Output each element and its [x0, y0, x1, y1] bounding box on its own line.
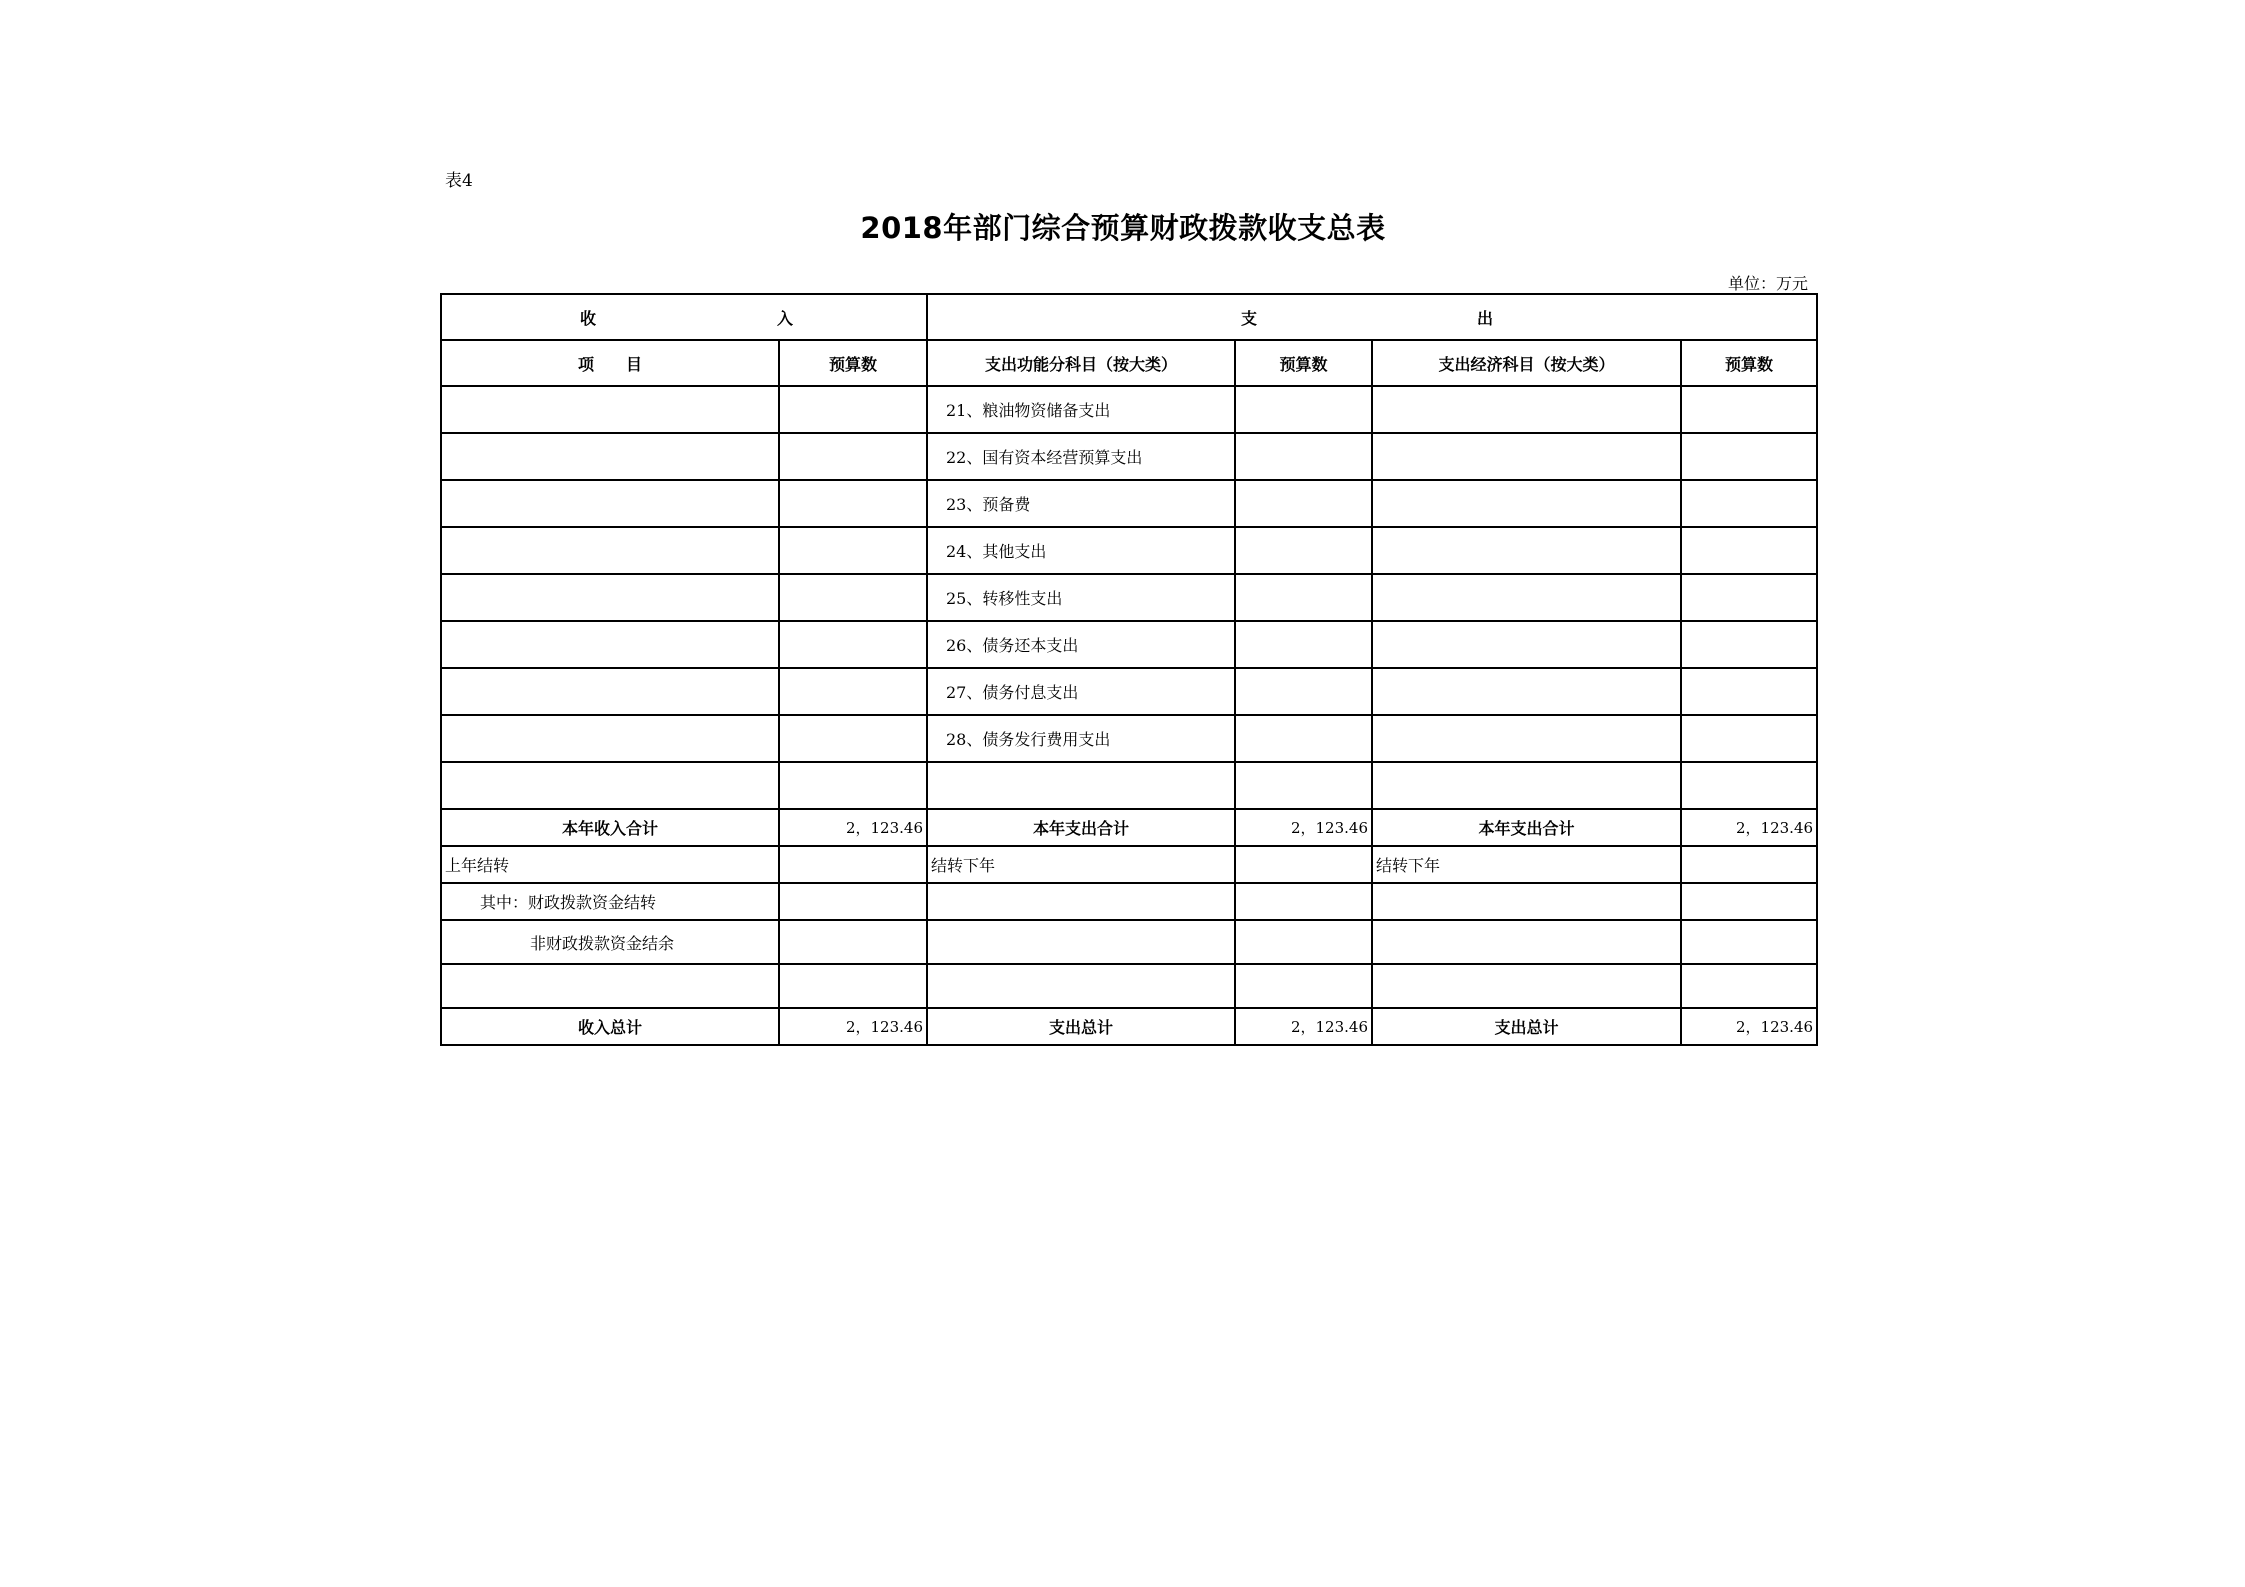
func-subtotal-label: 本年支出合计 — [927, 809, 1235, 846]
table-row — [441, 433, 1817, 480]
total-row — [441, 1008, 1817, 1045]
income-budget-cell — [779, 386, 927, 433]
func-budget-cell — [1235, 433, 1372, 480]
income-section-left: 收 — [580, 308, 597, 328]
empty-cell — [1372, 920, 1681, 964]
empty-cell — [1681, 883, 1817, 920]
income-budget-cell — [779, 433, 927, 480]
col-header-func-budget: 预算数 — [1235, 340, 1372, 386]
income-subtotal-value: 2，123.46 — [779, 809, 927, 846]
func-total-label: 支出总计 — [927, 1008, 1235, 1045]
econ-budget-cell — [1681, 574, 1817, 621]
empty-cell — [1235, 762, 1372, 809]
empty-cell — [1235, 920, 1372, 964]
empty-cell — [1372, 883, 1681, 920]
econ-subtotal-label: 本年支出合计 — [1372, 809, 1681, 846]
econ-item-cell — [1372, 621, 1681, 668]
carry-row — [441, 846, 1817, 883]
empty-cell — [1235, 883, 1372, 920]
item-cell — [441, 715, 779, 762]
budget-table — [440, 293, 1818, 1046]
econ-item-cell — [1372, 386, 1681, 433]
func-item-25: 25、转移性支出 — [927, 574, 1235, 621]
income-total-value: 2，123.46 — [779, 1008, 927, 1045]
income-budget-cell — [779, 527, 927, 574]
income-budget-cell — [779, 621, 927, 668]
col-header-econ-budget: 预算数 — [1681, 340, 1817, 386]
func-budget-cell — [1235, 668, 1372, 715]
empty-cell — [927, 964, 1235, 1008]
func-item-22: 22、国有资本经营预算支出 — [927, 433, 1235, 480]
func-budget-cell — [1235, 527, 1372, 574]
fiscal-carry-value — [779, 883, 927, 920]
next-year-econ-label: 结转下年 — [1372, 846, 1681, 883]
item-cell — [441, 386, 779, 433]
income-budget-cell — [779, 715, 927, 762]
econ-budget-cell — [1681, 433, 1817, 480]
subtotal-row — [441, 809, 1817, 846]
next-year-func-label: 结转下年 — [927, 846, 1235, 883]
income-budget-cell — [779, 668, 927, 715]
col-header-func-category: 支出功能分科目（按大类） — [927, 340, 1235, 386]
econ-budget-cell — [1681, 621, 1817, 668]
econ-item-cell — [1372, 527, 1681, 574]
expense-section-header — [927, 294, 1817, 340]
item-cell — [441, 668, 779, 715]
empty-cell — [927, 883, 1235, 920]
econ-item-cell — [1372, 668, 1681, 715]
func-budget-cell — [1235, 386, 1372, 433]
table-row — [441, 668, 1817, 715]
next-year-func-value — [1235, 846, 1372, 883]
expense-section-left: 支 — [1241, 308, 1258, 328]
func-budget-cell — [1235, 574, 1372, 621]
table-row — [441, 386, 1817, 433]
fiscal-carry-label: 其中：财政拨款资金结转 — [441, 883, 779, 920]
empty-cell — [1372, 964, 1681, 1008]
empty-cell — [1681, 964, 1817, 1008]
func-item-23: 23、预备费 — [927, 480, 1235, 527]
func-budget-cell — [1235, 621, 1372, 668]
empty-cell — [1681, 762, 1817, 809]
func-item-21: 21、粮油物资储备支出 — [927, 386, 1235, 433]
econ-budget-cell — [1681, 386, 1817, 433]
empty-cell — [927, 920, 1235, 964]
table-row — [441, 527, 1817, 574]
table-code: 表4 — [445, 171, 473, 191]
empty-cell — [1681, 920, 1817, 964]
empty-cell — [441, 964, 779, 1008]
empty-cell — [441, 762, 779, 809]
income-section-right: 入 — [776, 308, 793, 328]
empty-cell — [779, 762, 927, 809]
econ-budget-cell — [1681, 715, 1817, 762]
empty-cell — [779, 964, 927, 1008]
econ-item-cell — [1372, 433, 1681, 480]
col-header-econ-category: 支出经济科目（按大类） — [1372, 340, 1681, 386]
func-budget-cell — [1235, 480, 1372, 527]
section-header-row — [441, 294, 1817, 340]
func-item-24: 24、其他支出 — [927, 527, 1235, 574]
func-item-26: 26、债务还本支出 — [927, 621, 1235, 668]
income-section-header — [441, 294, 927, 340]
table-row — [441, 715, 1817, 762]
col-header-income-budget: 预算数 — [779, 340, 927, 386]
income-subtotal-label: 本年收入合计 — [441, 809, 779, 846]
column-header-row — [441, 340, 1817, 386]
carry-row — [441, 883, 1817, 920]
empty-cell — [1235, 964, 1372, 1008]
econ-budget-cell — [1681, 668, 1817, 715]
func-subtotal-value: 2，123.46 — [1235, 809, 1372, 846]
income-budget-cell — [779, 574, 927, 621]
econ-total-value: 2，123.46 — [1681, 1008, 1817, 1045]
econ-subtotal-value: 2，123.46 — [1681, 809, 1817, 846]
econ-budget-cell — [1681, 527, 1817, 574]
non-fiscal-balance-label: 非财政拨款资金结余 — [441, 920, 779, 964]
table-row — [441, 574, 1817, 621]
col-header-item: 项 目 — [441, 340, 779, 386]
prev-year-carry-label: 上年结转 — [441, 846, 779, 883]
econ-total-label: 支出总计 — [1372, 1008, 1681, 1045]
table-row — [441, 480, 1817, 527]
item-cell — [441, 621, 779, 668]
table-row — [441, 621, 1817, 668]
page-title: 2018年部门综合预算财政拨款收支总表 — [860, 211, 1386, 245]
empty-cell — [1372, 762, 1681, 809]
econ-item-cell — [1372, 480, 1681, 527]
unit-label: 单位：万元 — [1727, 274, 1808, 293]
carry-row — [441, 920, 1817, 964]
prev-year-carry-value — [779, 846, 927, 883]
func-budget-cell — [1235, 715, 1372, 762]
expense-section-right: 出 — [1477, 308, 1494, 328]
income-total-label: 收入总计 — [441, 1008, 779, 1045]
item-cell — [441, 433, 779, 480]
econ-budget-cell — [1681, 480, 1817, 527]
empty-cell — [927, 762, 1235, 809]
table-row-empty — [441, 762, 1817, 809]
func-item-27: 27、债务付息支出 — [927, 668, 1235, 715]
econ-item-cell — [1372, 715, 1681, 762]
func-total-value: 2，123.46 — [1235, 1008, 1372, 1045]
econ-item-cell — [1372, 574, 1681, 621]
next-year-econ-value — [1681, 846, 1817, 883]
non-fiscal-balance-value — [779, 920, 927, 964]
func-item-28: 28、债务发行费用支出 — [927, 715, 1235, 762]
item-cell — [441, 480, 779, 527]
item-cell — [441, 574, 779, 621]
income-budget-cell — [779, 480, 927, 527]
item-cell — [441, 527, 779, 574]
table-row-empty — [441, 964, 1817, 1008]
